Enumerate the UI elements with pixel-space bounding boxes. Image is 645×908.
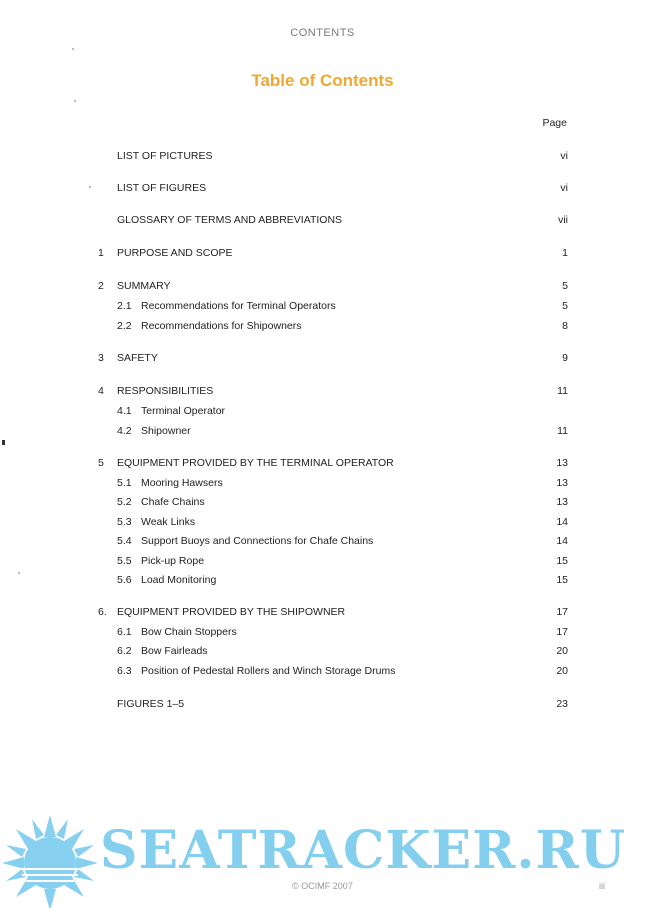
entry-page: 13 (556, 477, 568, 489)
entry-title: Chafe Chains (141, 496, 205, 508)
entry-title: Mooring Hawsers (141, 477, 223, 489)
scan-speck (2, 440, 5, 445)
entry-title: LIST OF PICTURES (117, 150, 213, 162)
footer-page-number: iii (599, 881, 605, 891)
toc-subentry (117, 318, 568, 334)
entry-page: 11 (557, 385, 568, 397)
entry-number: 4.1 (117, 405, 132, 417)
entry-title: Recommendations for Terminal Operators (141, 300, 336, 312)
entry-page: 11 (557, 425, 568, 437)
entry-title: Pick-up Rope (141, 555, 205, 567)
page-title: Table of Contents (251, 71, 394, 90)
entry-title: PURPOSE AND SCOPE (117, 247, 233, 259)
entry-number: 1 (98, 247, 104, 259)
entry-number: 6. (98, 606, 107, 618)
entry-title: EQUIPMENT PROVIDED BY THE TERMINAL OPERATOR (117, 457, 394, 469)
entry-number: 2.1 (117, 300, 132, 312)
entry-page: 17 (556, 626, 568, 638)
toc-entry (98, 278, 568, 294)
toc-subentry (117, 475, 568, 491)
entry-page: 20 (556, 665, 568, 677)
toc-subentry (117, 624, 568, 640)
entry-page: 14 (556, 535, 568, 547)
toc-entry (98, 350, 568, 366)
footer-copyright: © OCIMF 2007 (292, 881, 353, 891)
entry-number: 2.2 (117, 320, 132, 332)
entry-page: 5 (562, 300, 568, 312)
running-head: CONTENTS (290, 27, 355, 39)
entry-title: FIGURES 1–5 (117, 698, 185, 710)
toc-entry (98, 455, 568, 471)
entry-number: 5.2 (117, 496, 132, 508)
entry-title: GLOSSARY OF TERMS AND ABBREVIATIONS (117, 214, 343, 226)
entry-title: Load Monitoring (141, 574, 217, 586)
entry-number: 5.5 (117, 555, 132, 567)
entry-title: Terminal Operator (141, 405, 226, 417)
toc-subentry (117, 533, 568, 549)
entry-title: Support Buoys and Connections for Chafe Chains (141, 535, 374, 547)
entry-number: 3 (98, 352, 104, 364)
toc-subentry (117, 403, 568, 419)
entry-title: Position of Pedestal Rollers and Winch Storage Drums (141, 665, 396, 677)
entry-title: Weak Links (141, 516, 196, 528)
entry-number: 5.1 (117, 477, 132, 489)
toc-subentry (117, 514, 568, 530)
entry-page: 5 (562, 280, 568, 292)
entry-number: 4.2 (117, 425, 132, 437)
entry-page: vi (560, 182, 568, 194)
toc-subentry (117, 572, 568, 588)
toc-entry (98, 383, 568, 399)
toc-subentry (117, 494, 568, 510)
toc-subentry (117, 298, 568, 314)
scan-speck (18, 572, 20, 574)
entry-page: 9 (562, 352, 568, 364)
entry-number: 5.3 (117, 516, 132, 528)
entry-number: 5.6 (117, 574, 132, 586)
entry-page: vi (560, 150, 568, 162)
entry-title: SAFETY (117, 352, 158, 364)
entry-page: vii (558, 214, 568, 226)
entry-page: 15 (556, 574, 568, 586)
entry-title: Recommendations for Shipowners (141, 320, 302, 332)
toc-entry (98, 212, 568, 228)
entry-page: 17 (556, 606, 568, 618)
entry-title: Bow Chain Stoppers (141, 626, 237, 638)
entry-page: 20 (556, 645, 568, 657)
entry-title: EQUIPMENT PROVIDED BY THE SHIPOWNER (117, 606, 346, 618)
page-column-label: Page (542, 117, 567, 129)
entry-number: 6.1 (117, 626, 132, 638)
toc-entry (98, 245, 568, 261)
entry-number: 6.2 (117, 645, 132, 657)
entry-page: 14 (556, 516, 568, 528)
entry-number: 2 (98, 280, 104, 292)
entry-title: LIST OF FIGURES (117, 182, 207, 194)
entry-page: 15 (556, 555, 568, 567)
toc-entry (98, 180, 568, 196)
toc-subentry (117, 553, 568, 569)
toc-subentry (117, 663, 568, 679)
watermark-text: SEATRACKER.RU (100, 820, 627, 881)
scan-speck (89, 186, 91, 188)
entry-number: 5 (98, 457, 104, 469)
entry-page: 23 (556, 698, 568, 710)
entry-page: 13 (556, 496, 568, 508)
toc-entry (98, 148, 568, 164)
entry-number: 5.4 (117, 535, 132, 547)
scan-speck (72, 48, 74, 50)
toc-subentry (117, 643, 568, 659)
entry-page: 13 (556, 457, 568, 469)
entry-number: 6.3 (117, 665, 132, 677)
entry-title: SUMMARY (117, 280, 171, 292)
toc-entry (98, 696, 568, 712)
entry-title: Shipowner (141, 425, 191, 437)
toc-entry (98, 604, 568, 620)
entry-title: RESPONSIBILITIES (117, 385, 214, 397)
toc-subentry (117, 423, 568, 439)
entry-page: 8 (562, 320, 568, 332)
entry-page: 1 (562, 247, 568, 259)
entry-title: Bow Fairleads (141, 645, 208, 657)
scan-speck (74, 100, 76, 102)
entry-number: 4 (98, 385, 104, 397)
